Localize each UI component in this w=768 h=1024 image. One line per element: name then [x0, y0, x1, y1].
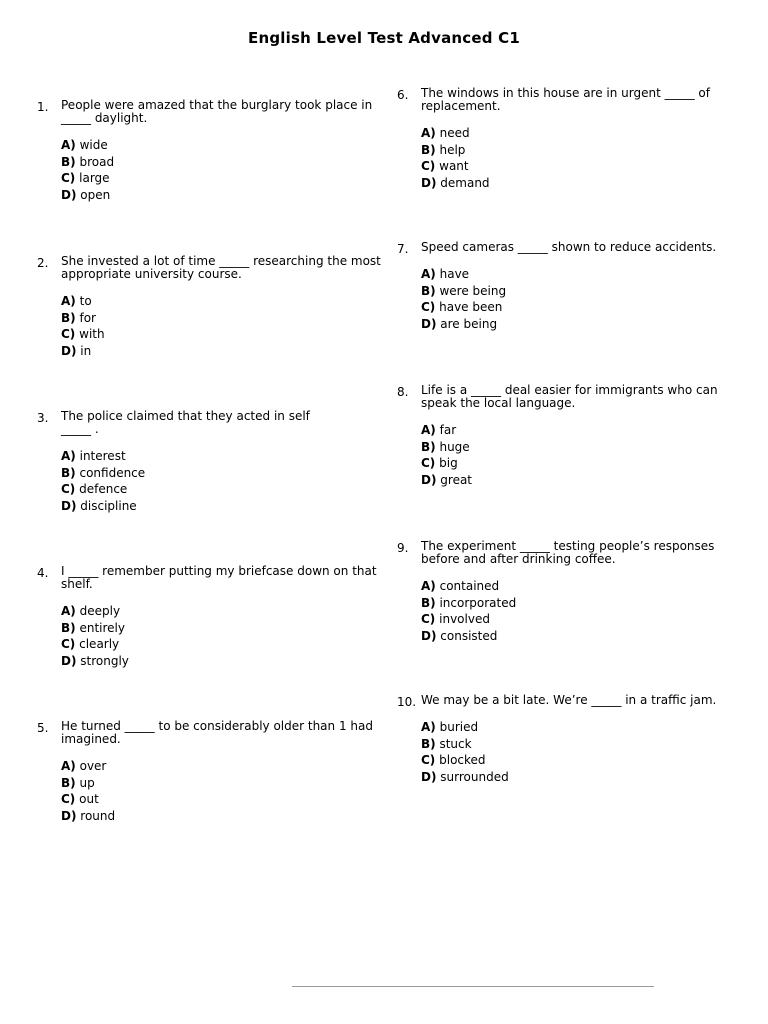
question-text: The police claimed that they acted in self _____ . — [61, 409, 310, 436]
question-number: 8. — [397, 385, 409, 399]
option-d[interactable] — [421, 628, 727, 645]
options-list — [61, 758, 382, 824]
option-text: have been — [439, 300, 503, 314]
option-b[interactable] — [61, 775, 382, 792]
option-letter: C) — [61, 637, 76, 651]
question-7 — [397, 241, 727, 332]
option-text: entirely — [79, 620, 125, 635]
option-text: to — [79, 294, 92, 308]
option-a[interactable] — [61, 603, 382, 620]
option-text: round — [80, 808, 116, 823]
options-list — [61, 603, 382, 669]
option-c[interactable] — [61, 481, 382, 498]
question-text: The experiment _____ testing people’s responses before and after drinking coffee. — [421, 539, 715, 566]
question-number: 6. — [397, 88, 409, 102]
option-text: huge — [439, 439, 470, 454]
footer-divider — [292, 986, 654, 987]
option-letter: A) — [421, 267, 436, 281]
option-d[interactable] — [61, 498, 382, 515]
option-b[interactable] — [421, 595, 727, 612]
option-letter: C) — [421, 159, 436, 173]
option-b[interactable] — [61, 154, 382, 171]
option-a[interactable] — [61, 448, 382, 465]
question-text: Speed cameras _____ shown to reduce accidents. — [421, 240, 717, 254]
options-list — [421, 125, 727, 191]
option-text: strongly — [80, 653, 129, 668]
option-letter: D) — [421, 472, 437, 487]
option-c[interactable] — [61, 326, 382, 343]
option-text: buried — [439, 720, 479, 734]
option-text: out — [79, 792, 99, 806]
option-b[interactable] — [61, 310, 382, 327]
option-text: defence — [79, 482, 128, 496]
option-letter: A) — [421, 126, 436, 140]
option-a[interactable] — [421, 422, 727, 439]
option-letter: C) — [421, 612, 436, 626]
question-3 — [37, 410, 382, 514]
option-text: with — [79, 327, 105, 341]
option-letter: A) — [61, 138, 76, 152]
option-text: are being — [440, 316, 498, 331]
option-letter: B) — [61, 154, 76, 169]
option-c[interactable] — [421, 299, 727, 316]
option-text: in — [80, 343, 92, 358]
option-letter: A) — [61, 604, 76, 618]
option-text: for — [79, 310, 96, 325]
option-letter: B) — [421, 283, 436, 298]
option-letter: C) — [421, 456, 436, 470]
option-letter: D) — [421, 316, 437, 331]
option-letter: D) — [61, 187, 77, 202]
option-b[interactable] — [421, 142, 727, 159]
option-letter: D) — [61, 498, 77, 513]
option-text: incorporated — [439, 595, 517, 610]
option-letter: D) — [421, 628, 437, 643]
question-number: 7. — [397, 242, 409, 256]
option-letter: B) — [61, 620, 76, 635]
question-number: 2. — [37, 256, 49, 270]
option-a[interactable] — [421, 578, 727, 595]
question-8 — [397, 384, 727, 488]
option-text: wide — [79, 138, 108, 152]
option-text: contained — [439, 579, 500, 593]
question-10 — [397, 694, 727, 785]
question-5 — [37, 720, 382, 824]
question-number: 1. — [37, 100, 49, 114]
option-letter: D) — [61, 808, 77, 823]
question-text: Life is a _____ deal easier for immigrants who can speak the local language. — [421, 383, 718, 410]
option-c[interactable] — [421, 611, 727, 628]
option-c[interactable] — [421, 752, 727, 769]
option-text: broad — [79, 154, 115, 169]
option-a[interactable] — [421, 719, 727, 736]
option-letter: B) — [421, 595, 436, 610]
options-list — [61, 293, 382, 359]
option-letter: B) — [61, 775, 76, 790]
option-c[interactable] — [61, 170, 382, 187]
option-text: demand — [440, 175, 490, 190]
option-d[interactable] — [61, 187, 382, 204]
options-list — [61, 448, 382, 514]
option-a[interactable] — [421, 125, 727, 142]
options-list — [421, 578, 727, 644]
option-d[interactable] — [421, 472, 727, 489]
question-number: 10. — [397, 695, 417, 709]
option-letter: B) — [421, 142, 436, 157]
option-letter: C) — [61, 482, 76, 496]
options-list — [421, 422, 727, 488]
option-letter: A) — [421, 720, 436, 734]
option-text: interest — [79, 449, 126, 463]
option-letter: B) — [421, 736, 436, 751]
question-text: She invested a lot of time _____ researching the most appropriate university course. — [61, 254, 381, 281]
option-c[interactable] — [61, 791, 382, 808]
option-text: were being — [439, 283, 507, 298]
question-text: The windows in this house are in urgent _____ of replacement. — [421, 86, 711, 113]
option-letter: D) — [421, 769, 437, 784]
option-text: consisted — [440, 628, 498, 643]
option-text: have — [439, 267, 470, 281]
option-text: up — [79, 775, 95, 790]
option-text: clearly — [79, 637, 120, 651]
option-d[interactable] — [421, 175, 727, 192]
option-letter: B) — [61, 310, 76, 325]
question-text: We may be a bit late. We’re _____ in a traffic jam. — [421, 693, 717, 707]
option-letter: B) — [421, 439, 436, 454]
option-letter: B) — [61, 465, 76, 480]
question-text: People were amazed that the burglary took place in _____ daylight. — [61, 98, 373, 125]
option-text: deeply — [79, 604, 121, 618]
question-number: 3. — [37, 411, 49, 425]
option-b[interactable] — [61, 620, 382, 637]
option-text: great — [440, 472, 473, 487]
option-c[interactable] — [421, 455, 727, 472]
option-letter: C) — [61, 171, 76, 185]
options-list — [61, 137, 382, 203]
option-d[interactable] — [421, 316, 727, 333]
option-text: stuck — [439, 736, 472, 751]
option-text: large — [79, 171, 110, 185]
option-letter: A) — [421, 423, 436, 437]
question-number: 4. — [37, 566, 49, 580]
option-text: help — [439, 142, 466, 157]
option-a[interactable] — [61, 293, 382, 310]
question-number: 9. — [397, 541, 409, 555]
option-text: discipline — [80, 498, 137, 513]
option-a[interactable] — [421, 266, 727, 283]
option-b[interactable] — [421, 736, 727, 753]
option-b[interactable] — [61, 465, 382, 482]
option-d[interactable] — [61, 343, 382, 360]
question-4 — [37, 565, 382, 669]
options-list — [421, 266, 727, 332]
question-text: He turned _____ to be considerably older than 1 had imagined. — [61, 719, 373, 746]
option-text: surrounded — [440, 769, 509, 784]
option-b[interactable] — [421, 283, 727, 300]
option-letter: C) — [421, 300, 436, 314]
option-c[interactable] — [61, 636, 382, 653]
page-title: English Level Test Advanced C1 — [248, 29, 520, 47]
option-a[interactable] — [61, 758, 382, 775]
option-letter: A) — [61, 759, 76, 773]
option-text: far — [439, 423, 457, 437]
option-text: confidence — [79, 465, 146, 480]
option-c[interactable] — [421, 158, 727, 175]
option-text: involved — [439, 612, 490, 626]
option-text: need — [439, 126, 470, 140]
question-text: I _____ remember putting my briefcase down on that shelf. — [61, 564, 377, 591]
question-2 — [37, 255, 382, 359]
options-list — [421, 719, 727, 785]
option-letter: C) — [61, 327, 76, 341]
option-text: big — [439, 456, 458, 470]
option-d[interactable] — [61, 808, 382, 825]
option-a[interactable] — [61, 137, 382, 154]
option-d[interactable] — [61, 653, 382, 670]
option-text: open — [80, 187, 111, 202]
option-letter: A) — [421, 579, 436, 593]
option-letter: D) — [61, 343, 77, 358]
option-letter: A) — [61, 449, 76, 463]
option-letter: C) — [421, 753, 436, 767]
option-text: over — [79, 759, 107, 773]
option-letter: C) — [61, 792, 76, 806]
option-letter: A) — [61, 294, 76, 308]
question-9 — [397, 540, 727, 644]
option-d[interactable] — [421, 769, 727, 786]
option-text: blocked — [439, 753, 486, 767]
question-1 — [37, 99, 382, 203]
option-letter: D) — [61, 653, 77, 668]
question-6 — [397, 87, 727, 191]
option-text: want — [439, 159, 469, 173]
option-letter: D) — [421, 175, 437, 190]
option-b[interactable] — [421, 439, 727, 456]
question-number: 5. — [37, 721, 49, 735]
